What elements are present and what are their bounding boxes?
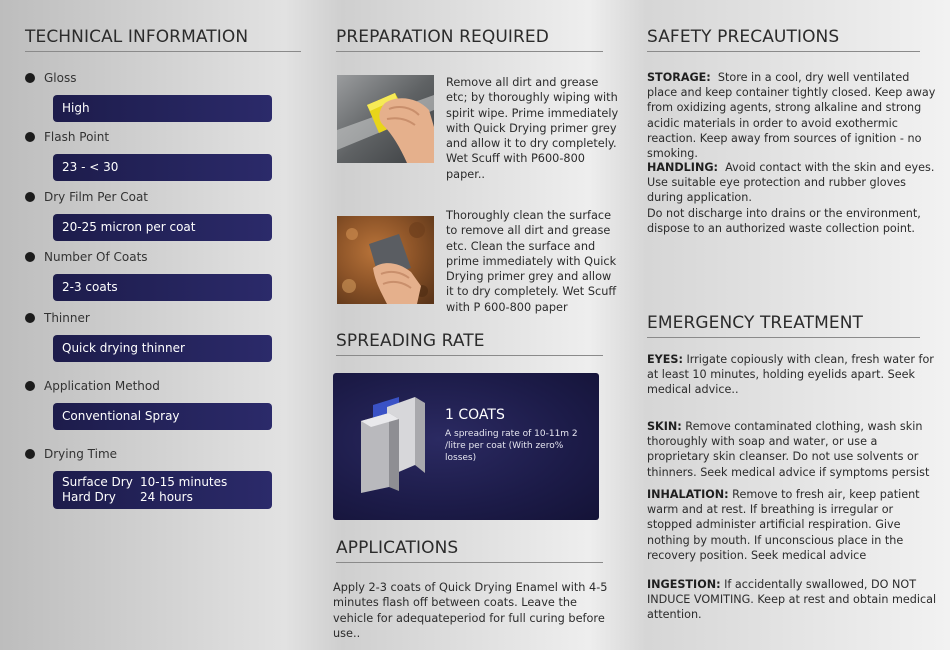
spec-label: Number Of Coats bbox=[44, 250, 148, 264]
bullet-icon bbox=[25, 381, 35, 391]
spec-gloss bbox=[25, 70, 301, 122]
handling-paragraph bbox=[647, 160, 939, 236]
bullet-icon bbox=[25, 192, 35, 202]
spec-label: Application Method bbox=[44, 379, 160, 393]
eyes-paragraph bbox=[647, 352, 939, 398]
safety-precautions-heading: SAFETY PRECAUTIONS bbox=[647, 27, 920, 52]
spec-dry-film bbox=[25, 189, 301, 241]
spec-value: 23 - < 30 bbox=[53, 154, 272, 181]
inhalation-paragraph bbox=[647, 487, 939, 563]
layered-panels-icon bbox=[355, 393, 435, 495]
spec-value: 20-25 micron per coat bbox=[53, 214, 272, 241]
storage-paragraph bbox=[647, 70, 939, 161]
spec-label: Dry Film Per Coat bbox=[44, 190, 149, 204]
inhalation-label: INHALATION: bbox=[647, 488, 729, 501]
spreading-description: A spreading rate of 10-11m 2 /litre per coat (With zero% losses) bbox=[445, 429, 578, 463]
preparation-text-1: Remove all dirt and grease etc; by thoroughly wiping with spirit wipe. Prime immediately with Quick Drying primer grey and allow it to dry completely. Wet Scuff with P600-800 paper.. bbox=[446, 76, 619, 181]
spec-application-method bbox=[25, 378, 301, 430]
spec-label: Flash Point bbox=[44, 130, 110, 144]
spec-number-of-coats bbox=[25, 249, 301, 301]
applications-text: Apply 2-3 coats of Quick Drying Enamel with 4-5 minutes flash off between coats. Leave the vehicle for adequateperiod for full curing before use.. bbox=[333, 581, 608, 640]
hand-wiping-sponge-image bbox=[337, 75, 434, 163]
spec-value: Conventional Spray bbox=[53, 403, 272, 430]
drying-row-surface: Surface Dry 10-15 minutes bbox=[62, 475, 228, 489]
ingestion-label: INGESTION: bbox=[647, 578, 721, 591]
skin-label: SKIN: bbox=[647, 420, 682, 433]
spec-label: Thinner bbox=[44, 311, 90, 325]
handling-text: Avoid contact with the skin and eyes. Use suitable eye protection and rubber gloves during application. bbox=[647, 161, 935, 205]
preparation-heading: PREPARATION REQUIRED bbox=[336, 27, 603, 52]
spreading-rate-heading: SPREADING RATE bbox=[336, 331, 603, 356]
spec-label: Drying Time bbox=[44, 447, 118, 461]
bullet-icon bbox=[25, 132, 35, 142]
eyes-label: EYES: bbox=[647, 353, 683, 366]
technical-information-heading: TECHNICAL INFORMATION bbox=[25, 27, 301, 52]
ingestion-paragraph bbox=[647, 577, 939, 623]
hand-sanding-rust-image bbox=[337, 216, 434, 304]
applications-heading: APPLICATIONS bbox=[336, 538, 603, 563]
bullet-icon bbox=[25, 449, 35, 459]
drying-row-hard: Hard Dry 24 hours bbox=[62, 490, 193, 504]
spec-thinner bbox=[25, 310, 301, 362]
inhalation-text: Remove to fresh air, keep patient warm and at rest. If breathing is irregular or stopped administer artificial respiration. Give nothing by mouth. If unconscious place in the recovery position. Seek medical advice bbox=[647, 488, 920, 562]
storage-label: STORAGE: bbox=[647, 71, 711, 84]
ingestion-text: If accidentally swallowed, DO NOT INDUCE VOMITING. Keep at rest and obtain medical attention. bbox=[647, 578, 937, 622]
preparation-text-2: Thoroughly clean the surface to remove all dirt and grease etc. Clean the surface and prime immediately with Quick Drying primer grey and allow it to dry completely. Wet Scuff with P 600-800 paper bbox=[446, 209, 617, 314]
skin-text: Remove contaminated clothing, wash skin thoroughly with soap and water, or use a proprietary skin cleanser. Do not use solvents or thinners. Seek medical advice if symptoms persist bbox=[647, 420, 930, 479]
bullet-icon bbox=[25, 313, 35, 323]
spreading-coats: 1 COATS bbox=[445, 407, 505, 423]
handling-text-2: Do not discharge into drains or the environment, dispose to an authorized waste collection point. bbox=[647, 206, 921, 235]
spec-label: Gloss bbox=[44, 71, 77, 85]
skin-paragraph bbox=[647, 419, 939, 480]
emergency-treatment-heading: EMERGENCY TREATMENT bbox=[647, 313, 920, 338]
storage-text: Store in a cool, dry well ventilated place and keep container tightly closed. Keep away from oxidizing agents, strong alkaline and strong acidic materials in order to avoid exothermic reaction. Keep away from sources of ignition - no smoking. bbox=[647, 71, 936, 161]
bullet-icon bbox=[25, 73, 35, 83]
bullet-icon bbox=[25, 252, 35, 262]
handling-label: HANDLING: bbox=[647, 161, 718, 174]
spec-drying-time bbox=[25, 446, 301, 509]
drying-time-box bbox=[53, 471, 272, 509]
spreading-rate-card bbox=[333, 373, 599, 520]
eyes-text: Irrigate copiously with clean, fresh water for at least 10 minutes, holding eyelids apart. Seek medical advice.. bbox=[647, 353, 934, 397]
spec-value: Quick drying thinner bbox=[53, 335, 272, 362]
spec-value: 2-3 coats bbox=[53, 274, 272, 301]
spec-flash-point bbox=[25, 129, 301, 181]
spec-value: High bbox=[53, 95, 272, 122]
